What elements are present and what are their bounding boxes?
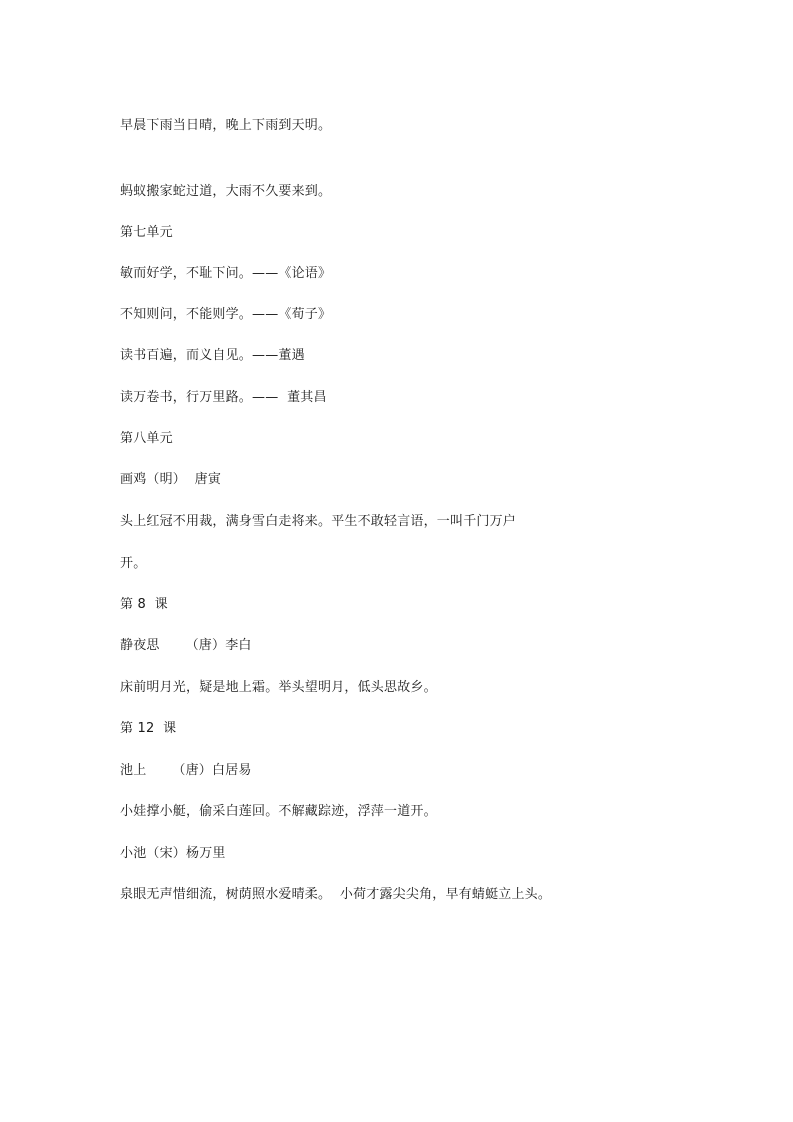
lesson-12-heading: 第 12 课 xyxy=(120,721,177,736)
quote-line-3: 读书百遍，而义自见。——董遇 xyxy=(120,348,305,363)
quote-line-4: 读万卷书，行万里路。—— 董其昌 xyxy=(120,390,327,405)
poem-body-xiao-chi: 泉眼无声惜细流，树荫照水爱晴柔。 小荷才露尖尖角，早有蜻蜓立上头。 xyxy=(120,887,552,902)
proverb-line-1: 早晨下雨当日晴，晚上下雨到天明。 xyxy=(120,118,332,133)
lesson-8-heading: 第 8 课 xyxy=(120,597,168,612)
quote-line-1: 敏而好学，不耻下问。——《论语》 xyxy=(120,266,332,281)
poem-title-chi-shang: 池上 （唐）白居易 xyxy=(120,763,252,778)
poem-title-hua-ji: 画鸡（明） 唐寅 xyxy=(120,472,222,487)
poem-body-jing-ye-si: 床前明月光，疑是地上霜。举头望明月，低头思故乡。 xyxy=(120,680,437,695)
proverb-line-2: 蚂蚁搬家蛇过道，大雨不久要来到。 xyxy=(120,184,332,199)
unit-7-heading: 第七单元 xyxy=(120,225,173,240)
quote-line-2: 不知则问，不能则学。——《荀子》 xyxy=(120,307,332,322)
poem-title-jing-ye-si: 静夜思 （唐）李白 xyxy=(120,638,252,653)
unit-8-heading: 第八单元 xyxy=(120,431,173,446)
poem-body-chi-shang: 小娃撑小艇，偷采白莲回。不解藏踪迹，浮萍一道开。 xyxy=(120,804,437,819)
poem-title-xiao-chi: 小池（宋）杨万里 xyxy=(120,846,226,861)
poem-body-hua-ji: 头上红冠不用裁，满身雪白走将来。平生不敢轻言语，一叫千门万户 xyxy=(120,514,517,529)
poem-body-hua-ji-cont: 开。 xyxy=(120,556,147,571)
